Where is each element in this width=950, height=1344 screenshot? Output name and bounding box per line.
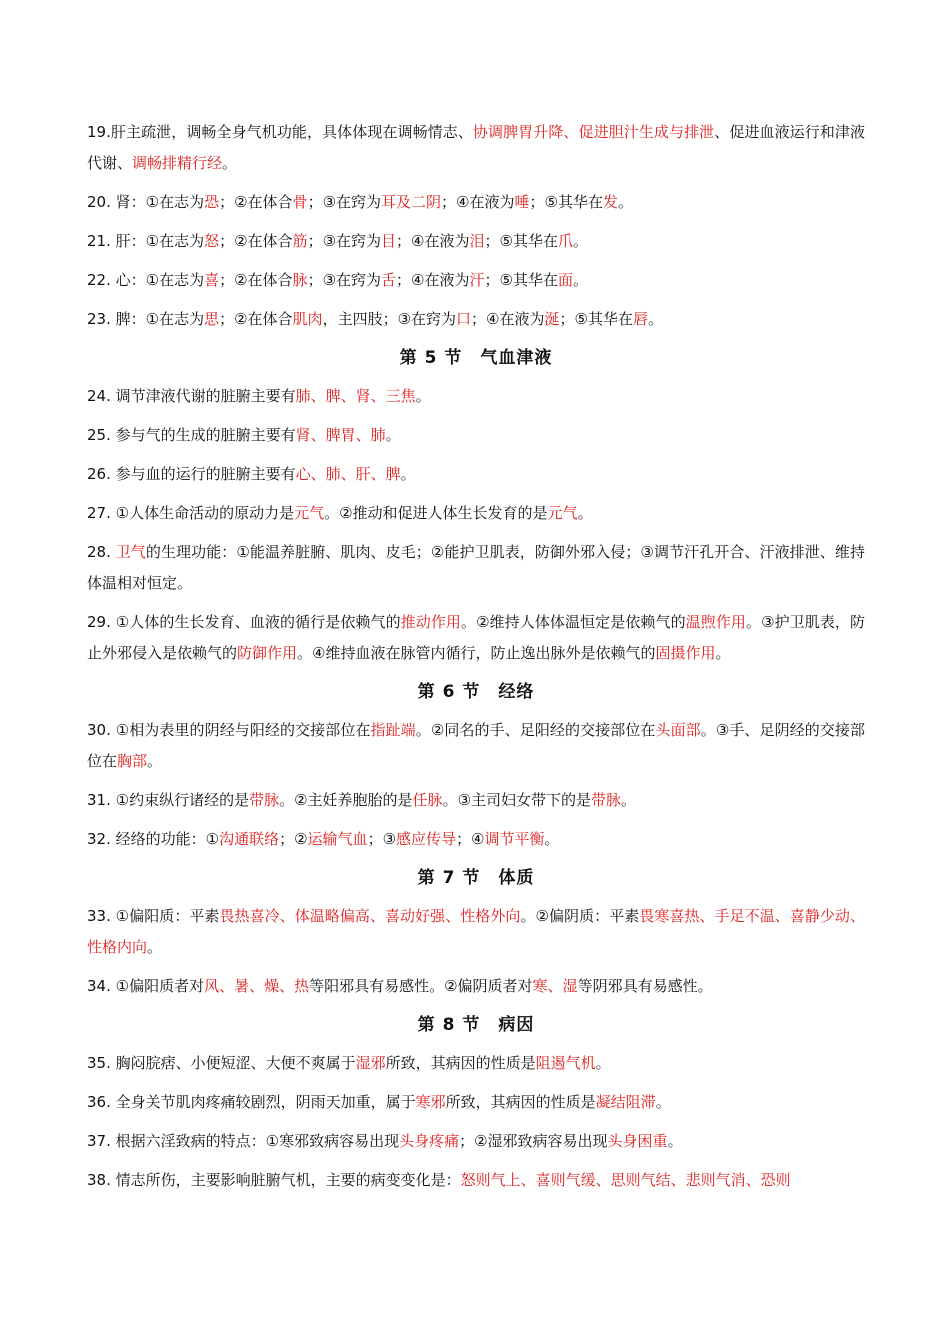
item-text: 30. ①相为表里的阴经与阳经的交接部位在	[87, 721, 371, 739]
item-text: 。	[655, 1093, 671, 1111]
item-text: 。	[715, 644, 731, 662]
highlighted-answer: 卫气	[115, 543, 146, 561]
highlighted-answer: 调畅排精行经	[132, 154, 223, 172]
item-text: 。	[385, 426, 401, 444]
item-text: ；⑤其华在	[484, 271, 558, 289]
item-text: 。	[222, 154, 238, 172]
numbered-item	[87, 265, 865, 296]
highlighted-answer: 凝结阻滞	[595, 1093, 656, 1111]
highlighted-answer: 唾	[514, 193, 530, 211]
highlighted-answer: 头面部	[655, 721, 701, 739]
highlighted-answer: 怒则气上、喜则气缓、思则气结、悲则气消、恐则	[460, 1171, 791, 1189]
item-text: 20. 肾：①在志为	[87, 193, 205, 211]
numbered-item	[87, 1048, 865, 1079]
highlighted-answer: 爪	[557, 232, 573, 250]
item-text: 。	[572, 271, 588, 289]
numbered-item	[87, 715, 865, 777]
highlighted-answer: 面	[557, 271, 573, 289]
item-text: ；④在液为	[441, 193, 515, 211]
item-text: 。	[667, 1132, 683, 1150]
item-text: ；④在液为	[471, 310, 545, 328]
numbered-item	[87, 117, 865, 179]
highlighted-answer: 阻遏气机	[535, 1054, 596, 1072]
item-text: ；②在体合	[219, 193, 293, 211]
highlighted-answer: 筋	[292, 232, 308, 250]
item-text: 29. ①人体的生长发育、血液的循行是依赖气的	[87, 613, 401, 631]
item-text: ；②	[279, 830, 308, 848]
item-text: 23. 脾：①在志为	[87, 310, 205, 328]
highlighted-answer: 元气	[547, 504, 578, 522]
item-text: 所致，其病因的性质是	[445, 1093, 596, 1111]
highlighted-answer: 唇	[632, 310, 648, 328]
numbered-item	[87, 901, 865, 963]
numbered-item	[87, 459, 865, 490]
item-text: 。④维持血液在脉管内循行，防止逸出脉外是依赖气的	[297, 644, 656, 662]
numbered-item	[87, 537, 865, 599]
highlighted-answer: 目	[381, 232, 397, 250]
item-text: 35. 胸闷脘痞、小便短涩、大便不爽属于	[87, 1054, 356, 1072]
item-text: 27. ①人体生命活动的原动力是	[87, 504, 295, 522]
highlighted-answer: 感应传导	[396, 830, 457, 848]
item-text: 、促进血液运行和津液代谢、	[87, 123, 865, 172]
highlighted-answer: 心、肺、肝、脾	[295, 465, 401, 483]
item-text: 。	[572, 232, 588, 250]
highlighted-answer: 风、暑、燥、热	[204, 977, 310, 995]
item-text: ；④	[456, 830, 485, 848]
item-text: 。②维持人体体温恒定是依赖气的	[461, 613, 686, 631]
numbered-item	[87, 1087, 865, 1118]
item-text: ；②在体合	[219, 310, 293, 328]
highlighted-answer: 寒、湿	[532, 977, 578, 995]
highlighted-answer: 温煦作用	[685, 613, 746, 631]
item-text: 。	[147, 752, 163, 770]
item-text: 38. 情志所伤，主要影响脏腑气机，主要的病变变化是：	[87, 1171, 461, 1189]
highlighted-answer: 汗	[469, 271, 485, 289]
item-text: 37. 根据六淫致病的特点：①寒邪致病容易出现	[87, 1132, 400, 1150]
item-text: 等阴邪具有易感性。	[577, 977, 713, 995]
highlighted-answer: 调节平衡	[484, 830, 545, 848]
numbered-item	[87, 785, 865, 816]
highlighted-answer: 畏寒喜热、手足不温、喜静少动、性格内向	[87, 907, 865, 956]
highlighted-answer: 思	[204, 310, 220, 328]
highlighted-answer: 骨	[292, 193, 308, 211]
section-heading: 第 7 节 体质	[417, 868, 535, 888]
item-text: 34. ①偏阳质者对	[87, 977, 205, 995]
numbered-item	[87, 420, 865, 451]
numbered-item	[87, 1126, 865, 1157]
item-text: ，主四肢；③在窍为	[322, 310, 457, 328]
highlighted-answer: 沟通联络	[219, 830, 280, 848]
item-text: 22. 心：①在志为	[87, 271, 205, 289]
document-page	[87, 117, 865, 1204]
section-heading: 第 8 节 病因	[417, 1015, 535, 1035]
item-text: 。	[577, 504, 593, 522]
highlighted-answer: 畏热喜冷、体温略偏高、喜动好强、性格外向	[219, 907, 521, 925]
item-text: 。	[544, 830, 560, 848]
numbered-item	[87, 971, 865, 1002]
item-text: 33. ①偏阳质：平素	[87, 907, 220, 925]
item-text: 32. 经络的功能：①	[87, 830, 220, 848]
highlighted-answer: 协调脾胃升降、促进胆汁生成与排泄	[472, 123, 715, 141]
highlighted-answer: 发	[602, 193, 618, 211]
item-text: 。③手、足阴经的交接部位在	[87, 721, 865, 770]
item-text: 24. 调节津液代谢的脏腑主要有	[87, 387, 296, 405]
numbered-item	[87, 381, 865, 412]
item-text: 26. 参与血的运行的脏腑主要有	[87, 465, 296, 483]
highlighted-answer: 带脉	[249, 791, 280, 809]
section-heading: 第 5 节 气血津液	[399, 348, 553, 368]
highlighted-answer: 恐	[204, 193, 220, 211]
item-text: 19.肝主疏泄，调畅全身气机功能，具体体现在调畅情志、	[87, 123, 473, 141]
numbered-item	[87, 498, 865, 529]
highlighted-answer: 推动作用	[400, 613, 461, 631]
item-text: 。③主司妇女带下的是	[442, 791, 592, 809]
item-text: 。②推动和促进人体生长发育的是	[324, 504, 548, 522]
highlighted-answer: 任脉	[412, 791, 443, 809]
item-text: 21. 肝：①在志为	[87, 232, 205, 250]
item-text: ；④在液为	[396, 271, 470, 289]
item-text: 36. 全身关节肌肉疼痛较剧烈，阴雨天加重，属于	[87, 1093, 416, 1111]
highlighted-answer: 元气	[294, 504, 325, 522]
item-text: 的生理功能：①能温养脏腑、肌肉、皮毛；②能护卫肌表，防御外邪入侵；③调节汗孔开合、汗液排泄、维持体温相对恒定。	[87, 543, 865, 592]
numbered-item	[87, 187, 865, 218]
numbered-item	[87, 607, 865, 669]
item-text: 等阳邪具有易感性。②偏阴质者对	[309, 977, 533, 995]
item-text: ；④在液为	[396, 232, 470, 250]
highlighted-answer: 涎	[544, 310, 560, 328]
highlighted-answer: 脉	[292, 271, 308, 289]
highlighted-answer: 固摄作用	[655, 644, 716, 662]
item-text: ；⑤其华在	[559, 310, 633, 328]
item-text: ；③在窍为	[307, 232, 382, 250]
item-text: ；③在窍为	[307, 193, 382, 211]
highlighted-answer: 肾、脾胃、肺	[295, 426, 386, 444]
item-text: ；②在体合	[219, 232, 293, 250]
item-text: 。	[647, 310, 663, 328]
item-text: 。	[400, 465, 416, 483]
item-text: 。	[617, 193, 633, 211]
item-text: 。	[595, 1054, 611, 1072]
item-text: 。②主妊养胞胎的是	[279, 791, 413, 809]
item-text: 。	[147, 938, 163, 956]
highlighted-answer: 指趾端	[370, 721, 416, 739]
item-text: 。②同名的手、足阳经的交接部位在	[415, 721, 656, 739]
highlighted-answer: 泪	[469, 232, 485, 250]
numbered-item	[87, 226, 865, 257]
item-text: 31. ①约束纵行诸经的是	[87, 791, 250, 809]
section-heading: 第 6 节 经络	[417, 682, 535, 702]
item-text: 。②偏阴质：平素	[520, 907, 640, 925]
numbered-item	[87, 304, 865, 335]
item-text: ；②湿邪致病容易出现	[459, 1132, 608, 1150]
highlighted-answer: 运输气血	[307, 830, 368, 848]
item-text: 。	[621, 791, 637, 809]
item-text: ；⑤其华在	[484, 232, 558, 250]
highlighted-answer: 头身困重	[607, 1132, 668, 1150]
highlighted-answer: 寒邪	[415, 1093, 446, 1111]
highlighted-answer: 湿邪	[355, 1054, 386, 1072]
item-text: 。③护卫肌表，防止外邪侵入是依赖气的	[87, 613, 865, 662]
highlighted-answer: 带脉	[591, 791, 622, 809]
item-text: 。	[415, 387, 431, 405]
highlighted-answer: 肌肉	[292, 310, 323, 328]
highlighted-answer: 耳及二阴	[381, 193, 442, 211]
item-text: ；②在体合	[219, 271, 293, 289]
highlighted-answer: 肺、脾、肾、三焦	[295, 387, 416, 405]
highlighted-answer: 怒	[204, 232, 220, 250]
highlighted-answer: 头身疼痛	[399, 1132, 460, 1150]
item-text: ；③	[367, 830, 397, 848]
highlighted-answer: 舌	[381, 271, 397, 289]
item-text: 25. 参与气的生成的脏腑主要有	[87, 426, 296, 444]
highlighted-answer: 胸部	[117, 752, 148, 770]
item-text: 所致，其病因的性质是	[385, 1054, 536, 1072]
numbered-item	[87, 1165, 865, 1196]
item-text: 28.	[87, 543, 116, 561]
highlighted-answer: 口	[456, 310, 472, 328]
highlighted-answer: 喜	[204, 271, 220, 289]
item-text: ；③在窍为	[307, 271, 382, 289]
item-text: ；⑤其华在	[529, 193, 603, 211]
highlighted-answer: 防御作用	[237, 644, 298, 662]
numbered-item	[87, 824, 865, 855]
